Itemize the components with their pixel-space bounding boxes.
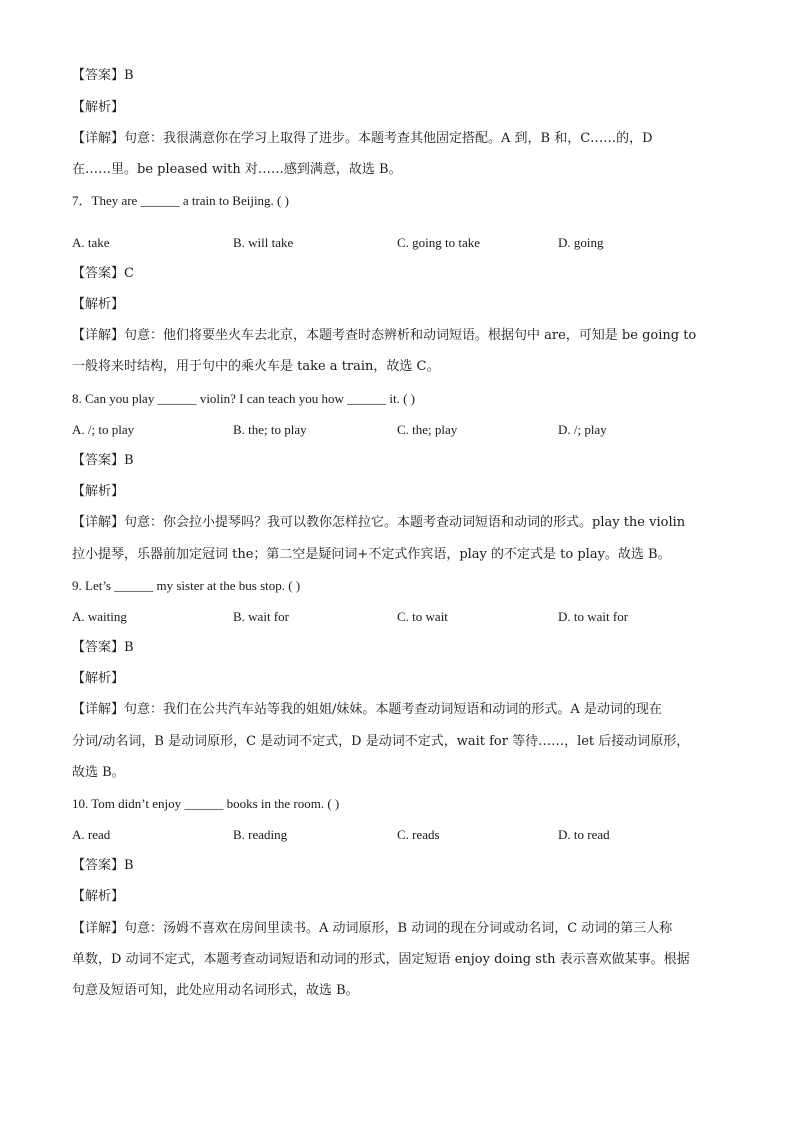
option-c: C. going to take	[397, 235, 481, 250]
detail-text: 单数，D 动词不定式，本题考查动词短语和动词的形式，固定短语 enjoy doing sth 表示喜欢做某事。根据	[72, 952, 690, 967]
analysis-label: 【解析】	[72, 100, 125, 115]
analysis-label: 【解析】	[72, 484, 125, 499]
option-c: C. the; play	[397, 422, 458, 437]
detail-text: 【详解】句意：我们在公共汽车站等我的姐姐/妹妹。本题考查动词短语和动词的形式。A 是动词的现在	[72, 702, 662, 717]
answer-label: 【答案】B	[72, 68, 134, 83]
detail-text: 在……里。be pleased with 对……感到满意，故选 B。	[72, 162, 402, 177]
analysis-label: 【解析】	[72, 889, 125, 904]
detail-text: 【详解】句意：你会拉小提琴吗？我可以教你怎样拉它。本题考查动词短语和动词的形式。play the violin	[72, 515, 686, 530]
detail-text: 【详解】句意：汤姆不喜欢在房间里读书。A 动词原形，B 动词的现在分词或动名词，C 动词的第三人称	[72, 921, 673, 936]
option-d: D. going	[558, 235, 604, 250]
detail-text: 故选 B。	[72, 765, 125, 780]
question-stem: 8. Can you play ______ violin? I can teach you how ______ it. ( )	[72, 391, 415, 406]
detail-text: 拉小提琴，乐器前加定冠词 the；第二空是疑问词+不定式作宾语，play 的不定式是 to play。故选 B。	[72, 547, 671, 562]
option-d: D. to wait for	[558, 609, 629, 624]
option-b: B. reading	[233, 827, 288, 842]
option-d: D. to read	[558, 827, 610, 842]
option-b: B. wait for	[233, 609, 289, 624]
option-a: A. read	[72, 827, 111, 842]
detail-text: 分词/动名词，B 是动词原形，C 是动词不定式，D 是动词不定式，wait for 等待……，let 后接动词原形，	[72, 734, 690, 749]
detail-text: 一般将来时结构，用于句中的乘火车是 take a train，故选 C。	[72, 359, 440, 374]
option-a: A. waiting	[72, 609, 127, 624]
analysis-label: 【解析】	[72, 671, 125, 686]
answer-label: 【答案】B	[72, 453, 134, 468]
option-d: D. /; play	[558, 422, 607, 437]
option-b: B. the; to play	[233, 422, 307, 437]
answer-label: 【答案】B	[72, 640, 134, 655]
option-c: C. reads	[397, 827, 440, 842]
answer-label: 【答案】C	[72, 266, 134, 281]
question-stem: 10. Tom didn’t enjoy ______ books in the room. ( )	[72, 796, 340, 811]
question-stem: 9. Let’s ______ my sister at the bus stop. ( )	[72, 578, 301, 593]
detail-text: 句意及短语可知，此处应用动名词形式，故选 B。	[72, 983, 359, 998]
detail-text: 【详解】句意：我很满意你在学习上取得了进步。本题考查其他固定搭配。A 到，B 和，C……的，D	[72, 131, 653, 146]
option-a: A. /; to play	[72, 422, 135, 437]
option-a: A. take	[72, 235, 110, 250]
detail-text: 【详解】句意：他们将要坐火车去北京，本题考查时态辨析和动词短语。根据句中 are，可知是 be going to	[72, 328, 697, 343]
question-stem: 7．They are ______ a train to Beijing. ( )	[72, 193, 289, 208]
option-b: B. will take	[233, 235, 294, 250]
answer-label: 【答案】B	[72, 858, 134, 873]
option-c: C. to wait	[397, 609, 448, 624]
analysis-label: 【解析】	[72, 297, 125, 312]
